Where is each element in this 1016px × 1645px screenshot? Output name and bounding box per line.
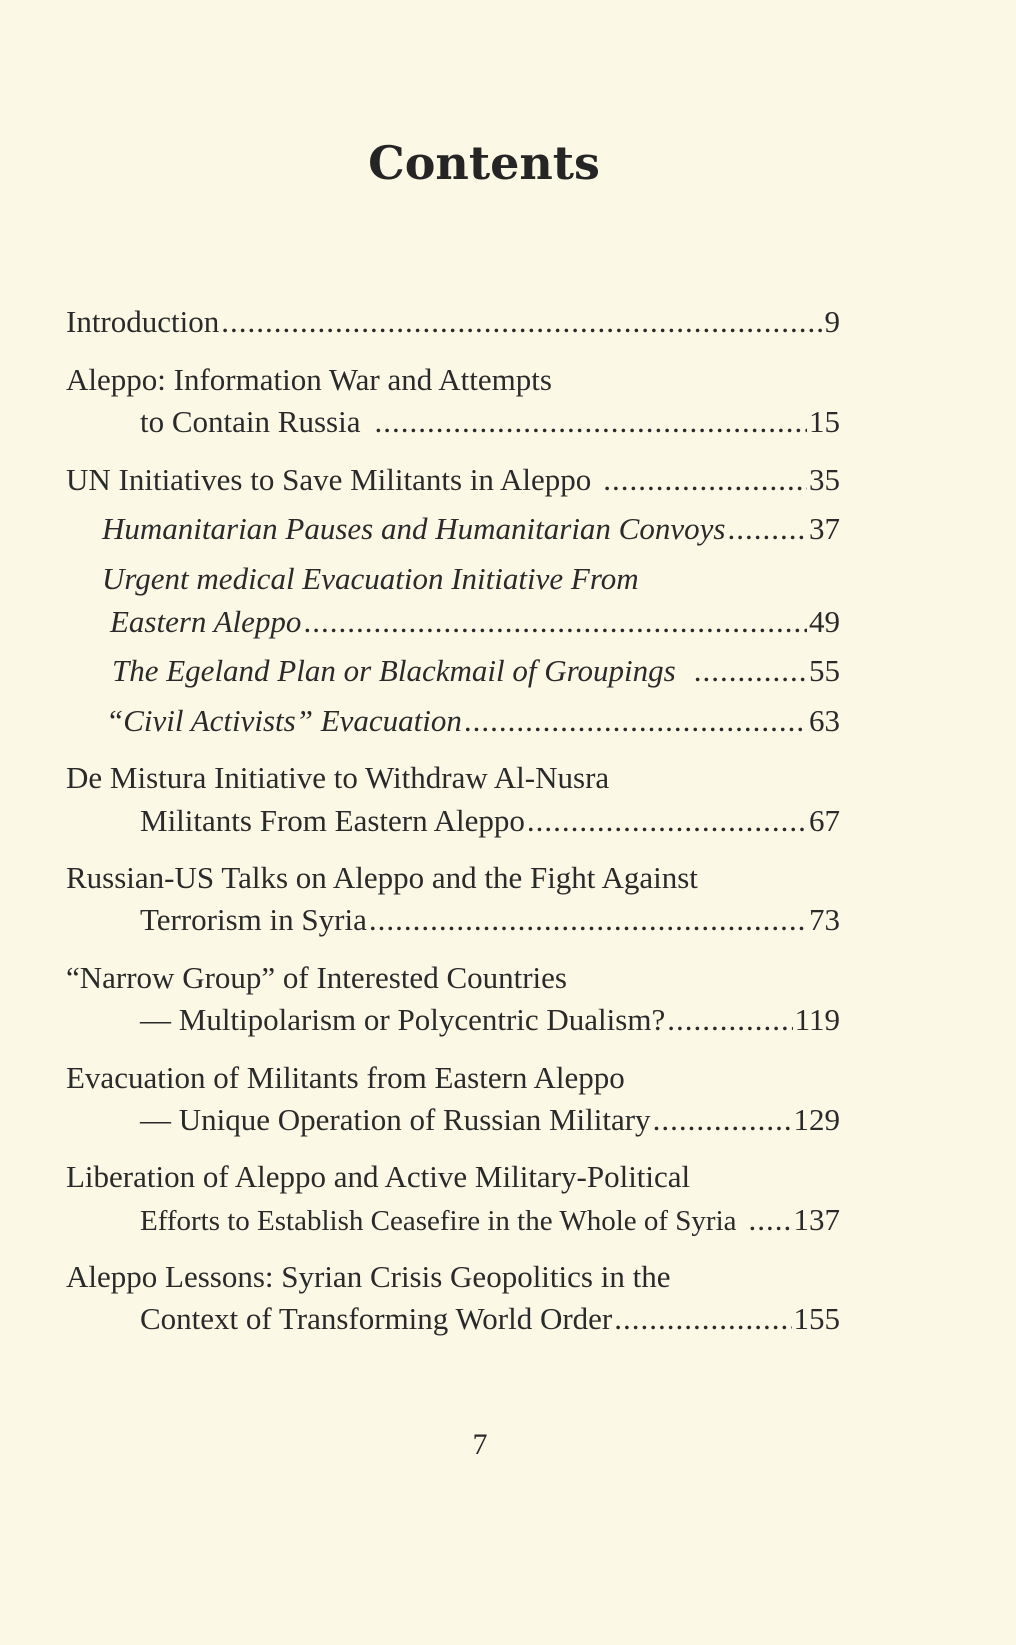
toc-page-number: 119 xyxy=(794,1002,840,1037)
page-number-footer: 7 xyxy=(472,1428,488,1461)
toc-page-number: 55 xyxy=(809,653,840,688)
dot-leader xyxy=(614,1299,791,1339)
toc-page-number: 155 xyxy=(793,1301,840,1336)
toc-entry-title-continued: Militants From Eastern Aleppo xyxy=(140,803,525,838)
toc-entry-title: Humanitarian Pauses and Humanitarian Convoys xyxy=(102,511,726,546)
toc-entry-title: Aleppo: Information War and Attempts xyxy=(66,362,552,397)
toc-entry-title: Urgent medical Evacuation Initiative From xyxy=(102,561,639,596)
toc-entry-aleppo-lessons-line2[interactable] xyxy=(140,1299,840,1339)
dot-leader xyxy=(667,1000,792,1040)
toc-entry-russian-us-talks-line2[interactable] xyxy=(140,900,840,940)
toc-page-number: 37 xyxy=(809,511,840,546)
dot-leader xyxy=(694,651,807,691)
toc-entry-aleppo-lessons-line1[interactable] xyxy=(66,1257,670,1297)
toc-subentry-urgent-evacuation-line1[interactable] xyxy=(102,559,639,599)
toc-page-number: 73 xyxy=(809,902,840,937)
toc-entry-information-war-line2[interactable] xyxy=(140,402,840,442)
toc-entry-title: “Narrow Group” of Interested Countries xyxy=(66,960,567,995)
toc-subentry-urgent-evacuation-line2[interactable] xyxy=(110,602,840,642)
toc-entry-narrow-group-line2[interactable] xyxy=(140,1000,840,1040)
toc-entry-title: Liberation of Aleppo and Active Military-Political xyxy=(66,1159,691,1194)
toc-page-number: 67 xyxy=(809,803,840,838)
toc-entry-narrow-group-line1[interactable] xyxy=(66,958,567,998)
toc-entry-title: Aleppo Lessons: Syrian Crisis Geopolitics in the xyxy=(66,1259,671,1294)
dot-leader xyxy=(749,1200,792,1240)
toc-entry-title-continued: Terrorism in Syria xyxy=(140,902,367,937)
dot-leader xyxy=(527,801,807,841)
toc-entry-un-initiatives[interactable] xyxy=(66,460,840,500)
toc-page-number: 35 xyxy=(809,462,840,497)
toc-entry-title-continued: — Unique Operation of Russian Military xyxy=(140,1102,651,1137)
dot-leader xyxy=(653,1100,792,1140)
toc-page-number: 15 xyxy=(809,404,840,439)
toc-entry-title-continued: to Contain Russia xyxy=(140,404,361,439)
toc-entry-title: De Mistura Initiative to Withdraw Al-Nusra xyxy=(66,760,610,795)
toc-entry-title-continued: Efforts to Establish Ceasefire in the Whole of Syria xyxy=(140,1205,737,1237)
toc-page-number: 137 xyxy=(793,1202,840,1237)
dot-leader xyxy=(303,602,807,642)
toc-entry-title: Introduction xyxy=(66,304,220,339)
dot-leader xyxy=(221,302,822,342)
toc-subentry-civil-activists[interactable] xyxy=(106,701,840,741)
toc-entry-liberation-line1[interactable] xyxy=(66,1157,690,1197)
toc-entry-title-continued: Context of Transforming World Order xyxy=(140,1301,613,1336)
dot-leader xyxy=(464,701,807,741)
toc-page-number: 63 xyxy=(809,703,840,738)
toc-entry-title-continued: Eastern Aleppo xyxy=(110,604,302,639)
dot-leader xyxy=(603,460,807,500)
toc-entry-de-mistura-line1[interactable] xyxy=(66,758,609,798)
toc-entry-title: UN Initiatives to Save Militants in Aleppo xyxy=(66,462,592,497)
toc-subentry-egeland-plan[interactable] xyxy=(112,651,840,691)
toc-entry-introduction[interactable] xyxy=(66,302,840,342)
toc-page-number: 9 xyxy=(824,304,840,339)
dot-leader xyxy=(369,900,807,940)
toc-entry-title-continued: — Multipolarism or Polycentric Dualism? xyxy=(140,1002,666,1037)
toc-entry-evacuation-militants-line2[interactable] xyxy=(140,1100,840,1140)
toc-subentry-humanitarian-pauses[interactable] xyxy=(102,509,840,549)
toc-page-number: 129 xyxy=(793,1102,840,1137)
toc-entry-title: Russian-US Talks on Aleppo and the Fight Against xyxy=(66,860,698,895)
toc-entry-title: The Egeland Plan or Blackmail of Groupings xyxy=(112,653,676,688)
page-title: Contents xyxy=(368,136,600,190)
toc-entry-russian-us-talks-line1[interactable] xyxy=(66,858,698,898)
dot-leader xyxy=(374,402,807,442)
toc-entry-evacuation-militants-line1[interactable] xyxy=(66,1058,625,1098)
toc-entry-title: “Civil Activists” Evacuation xyxy=(106,703,462,738)
toc-entry-information-war-line1[interactable] xyxy=(66,360,552,400)
toc-entry-title: Evacuation of Militants from Eastern Aleppo xyxy=(66,1060,625,1095)
dot-leader xyxy=(727,509,807,549)
toc-entry-de-mistura-line2[interactable] xyxy=(140,801,840,841)
toc-page-number: 49 xyxy=(809,604,840,639)
toc-entry-liberation-line2[interactable] xyxy=(140,1200,840,1241)
